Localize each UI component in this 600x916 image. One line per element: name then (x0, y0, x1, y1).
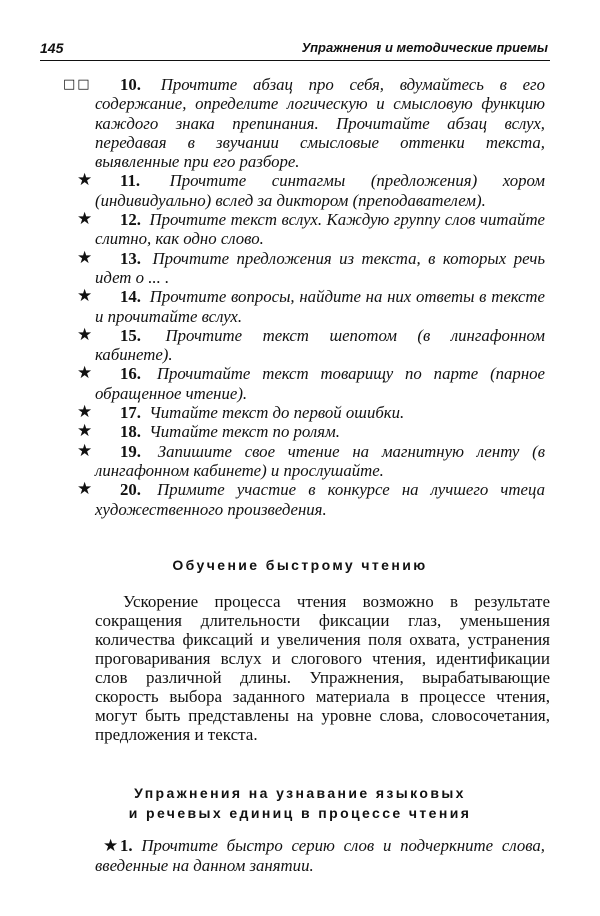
star-icon: ★ (77, 402, 93, 423)
exercise-20 (77, 479, 545, 519)
star-icon: ★ (77, 286, 93, 307)
exercise-text: Прочтите быстро серию слов и подчеркните слова, введенные на данном занятии. (95, 836, 545, 875)
exercise-13 (77, 247, 545, 288)
exercise-number: 17. (120, 403, 141, 423)
page-number: 145 (40, 40, 64, 56)
exercise-number: 20. (120, 480, 141, 500)
exercise-1 (95, 836, 545, 875)
exercise-list (0, 75, 600, 519)
exercise-number: 13. (120, 248, 141, 268)
exercise-text: Читайте текст по ролям. (149, 422, 340, 442)
page-header (40, 40, 550, 61)
exercise-number: 10. (120, 75, 141, 94)
exercise-text: Прочтите вопросы, найдите на них ответы в тексте и прочитайте вслух. (95, 287, 545, 326)
star-icon: ★ (77, 209, 93, 230)
exercise-15 (77, 324, 545, 365)
section-title-fast-reading: Обучение быстрому чтению (172, 557, 428, 573)
exercise-number: 1. (120, 836, 133, 855)
exercise-text: Прочтите синтагмы (предложения) хором (индивидуально) вслед за диктором (преподавателем). (95, 171, 545, 210)
running-title: Упражнения и методические приемы (301, 40, 548, 55)
exercise-18 (77, 421, 545, 442)
exercise-text: Прочитайте текст товарищу по парте (парное обращенное чтение). (95, 364, 545, 403)
section-title-recognition-line2: и речевых единиц в процессе чтения (128, 805, 472, 821)
exercise-14 (77, 286, 545, 326)
exercise-12 (77, 209, 546, 249)
exercise-11 (77, 170, 545, 210)
star-icon: ★ (103, 836, 119, 856)
star-icon: ★ (77, 170, 93, 191)
exercise-number: 12. (120, 210, 141, 230)
star-icon: ★ (77, 363, 93, 384)
exercise-number: 14. (120, 287, 141, 307)
exercise-number: 19. (120, 441, 141, 461)
body-paragraph: Ускорение процесса чтения возможно в результате сокращения длительности фиксации глаз, уменьшения количества фиксаций и увеличения поля охвата, устранения проговаривания вслух и слогового чтения, идентификации слов различной длины. Упражнения, вырабатывающие скорость выбора заданного материала в процессе чтения, могут быть представлены на уровне слова, словосочетания, предложения и текста. (95, 592, 550, 744)
exercise-text: Прочтите текст вслух. Каждую группу слов читайте слитно, как одно слово. (95, 210, 546, 249)
exercise-number: 18. (120, 422, 141, 442)
star-icon: ★ (77, 247, 93, 268)
exercise-16 (77, 363, 545, 403)
star-icon: ★ (77, 479, 93, 500)
exercise-17 (77, 402, 545, 423)
exercise-text: Примите участие в конкурсе на лучшего чтеца художественного произведения. (95, 480, 545, 519)
double-square-icon: □□ (63, 77, 92, 92)
exercise-number: 15. (120, 325, 141, 345)
exercise-number: 11. (120, 171, 141, 191)
star-icon: ★ (77, 440, 93, 461)
section-title-recognition-line1: Упражнения на узнавание языковых (134, 785, 466, 801)
exercise-text: Запишите свое чтение на магнитную ленту (в лингафонном кабинете) и прослушайте. (95, 441, 546, 480)
exercise-text: Прочтите абзац про себя, вдумайтесь в его содержание, определите логическую и смысловую функцию каждого знака препинания. Прочитайте абзац вслух, передавая в звучании смысловые оттенки текста, выявленные при его разборе. (95, 75, 545, 172)
exercise-text: Прочтите текст шепотом (в лингафонном кабинете). (95, 325, 545, 365)
exercise-text: Читайте текст до первой ошибки. (149, 403, 405, 423)
exercise-10 (63, 75, 545, 172)
star-icon: ★ (77, 324, 93, 345)
exercise-text: Прочтите предложения из текста, в которых речь идет о ... . (95, 248, 545, 287)
exercise-19 (77, 440, 546, 481)
star-icon: ★ (77, 421, 93, 442)
exercise-number: 16. (120, 364, 141, 384)
